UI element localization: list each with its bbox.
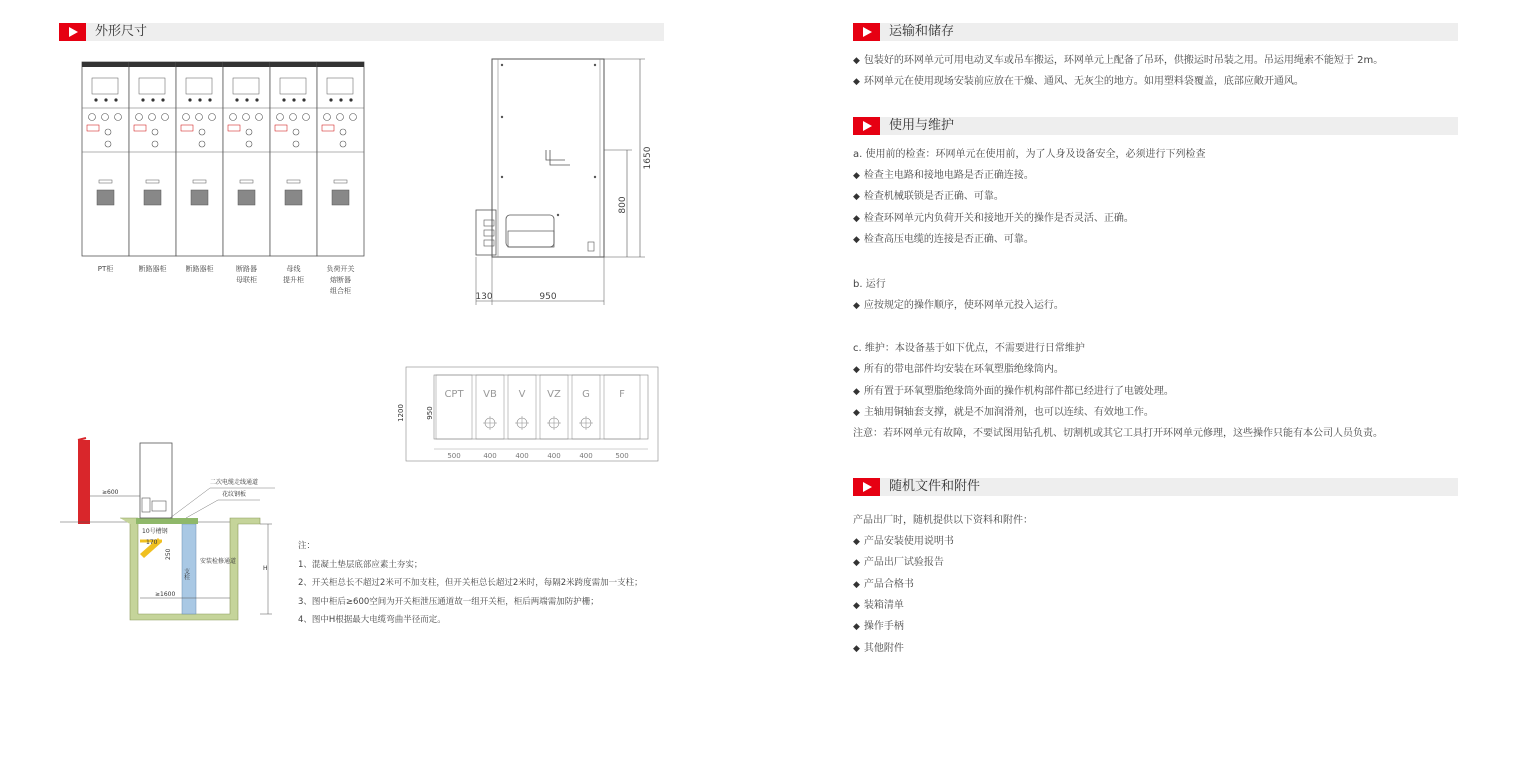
note-item: 4、图中H根据最大电缆弯曲半径而定。 <box>298 615 446 625</box>
bullet-item: ◆ 检查主电路和接地电路是否正确连接。 <box>853 170 1034 181</box>
section-header-usage <box>853 117 1458 135</box>
plan-cell-label: VB <box>483 389 497 400</box>
diamond-bullet-icon: ◆ <box>853 171 860 181</box>
diamond-bullet-icon: ◆ <box>853 643 860 654</box>
diamond-bullet-icon: ◆ <box>853 537 860 547</box>
bullet-item: ◆ 产品出厂试验报告 <box>853 557 944 569</box>
section-header-transport <box>853 23 1458 41</box>
diamond-bullet-icon: ◆ <box>853 56 860 66</box>
dim-1200: 1200 <box>397 404 405 422</box>
diamond-bullet-icon: ◆ <box>853 622 860 633</box>
bullet-item: ◆ 环网单元在使用现场安装前应放在干燥、通风、无灰尘的地方。如用塑料袋覆盖，底部应敞开通风。 <box>853 76 1304 87</box>
section-header-docs <box>853 478 1458 496</box>
label-cable-channel: 二次电缆走线通道 <box>210 479 259 486</box>
note-item: 2、开关柜总长不超过2米可不加支柱，但开关柜总长超过2米时，每隔2米跨度需加一支柱； <box>298 578 643 588</box>
label-column: 支柱 <box>182 568 190 580</box>
bullet-item: ◆ 操作手柄 <box>853 621 904 633</box>
label-clearance: ≥600 <box>102 489 119 496</box>
cabinet-label: PT柜 <box>97 265 114 273</box>
label-steel-plate: 花纹钢板 <box>222 491 247 498</box>
notes-block <box>298 537 643 630</box>
label-250: 250 <box>165 548 172 560</box>
bullet-item: ◆ 产品合格书 <box>853 578 914 590</box>
side-view-drawing <box>470 55 660 310</box>
cabinet-label: 母线 提升柜 <box>283 265 304 284</box>
diamond-bullet-icon: ◆ <box>853 365 860 375</box>
bullet-item: ◆ 检查机械联锁是否正确、可靠。 <box>853 191 1004 203</box>
notes-title: 注： <box>298 541 316 551</box>
plan-width-label: 500 <box>447 452 461 460</box>
diamond-bullet-icon: ◆ <box>853 301 860 311</box>
dim-950: 950 <box>539 292 557 302</box>
play-icon <box>853 117 880 135</box>
diamond-bullet-icon: ◆ <box>853 213 860 224</box>
plan-cell-label: VZ <box>547 389 561 400</box>
cabinet-label: 断路器柜 <box>138 265 167 273</box>
label-170: 170 <box>146 539 158 546</box>
plan-cell-label: V <box>518 389 526 400</box>
plan-cell <box>604 375 640 439</box>
cabinet-unit <box>129 62 176 256</box>
text-line: a. 使用前的检查：环网单元在使用前，为了人身及设备安全，必须进行下列检查 <box>853 149 1206 160</box>
plan-width-label: 400 <box>547 452 561 460</box>
bullet-item: ◆ 主轴用铜轴套支撑，就是不加润滑剂，也可以连续、有效地工作。 <box>853 407 1154 418</box>
text-line: b. 运行 <box>853 279 886 290</box>
note-item: 1、混凝土垫层底部应素土夯实； <box>298 559 423 570</box>
dim-130: 130 <box>475 292 493 302</box>
diamond-bullet-icon: ◆ <box>853 234 860 245</box>
dim-1650: 1650 <box>643 146 653 170</box>
label-steel-channel: 10号槽钢 <box>142 528 168 535</box>
play-icon <box>853 23 880 41</box>
diamond-bullet-icon: ◆ <box>853 558 860 569</box>
label-width: ≥1600 <box>155 591 176 598</box>
bullet-item: ◆ 包装好的环网单元可用电动叉车或吊车搬运，环网单元上配备了吊环，供搬运时吊装之用。吊运用绳索不能短于 2m。 <box>853 55 1384 66</box>
plan-width-label: 400 <box>483 452 497 460</box>
bullet-item: ◆ 装箱清单 <box>853 599 904 611</box>
cabinet-label: 负荷开关 熔断器 组合柜 <box>326 265 355 295</box>
trench-section-drawing <box>60 438 290 628</box>
dim-800: 800 <box>618 196 628 214</box>
diamond-bullet-icon: ◆ <box>853 408 860 418</box>
text-line: 产品出厂时，随机提供以下资料和附件： <box>853 515 1033 526</box>
plan-view-drawing <box>397 365 662 465</box>
cabinet-label: 断路器 母联柜 <box>236 265 257 284</box>
text-line: c. 维护：本设备基于如下优点，不需要进行日常维护 <box>853 343 1085 354</box>
section-header-dimensions <box>59 23 664 41</box>
cabinet-unit <box>223 62 270 256</box>
section-title: 外形尺寸 <box>95 24 148 39</box>
label-passage: 安装检修通道 <box>200 558 237 565</box>
plan-width-label: 500 <box>615 452 629 460</box>
section-title: 随机文件和附件 <box>889 479 981 494</box>
note-item: 3、图中柜后≥600空间为开关柜泄压通道故一组开关柜，柜后两端需加防护栅； <box>298 596 599 607</box>
play-icon <box>853 478 880 496</box>
section-title: 运输和储存 <box>889 24 955 39</box>
diamond-bullet-icon: ◆ <box>853 192 860 203</box>
diamond-bullet-icon: ◆ <box>853 386 860 397</box>
diamond-bullet-icon: ◆ <box>853 77 860 87</box>
bullet-item: ◆ 检查环网单元内负荷开关和接地开关的操作是否灵活、正确。 <box>853 212 1134 224</box>
cabinet-unit <box>82 62 129 256</box>
label-h: H <box>263 565 268 572</box>
cabinet-label: 断路器柜 <box>185 265 214 273</box>
bullet-item: ◆ 应按规定的操作顺序，使环网单元投入运行。 <box>853 300 1064 311</box>
plan-cell-label: F <box>619 389 625 400</box>
bullet-item: ◆ 所有的带电部件均安装在环氧塑脂绝缘筒内。 <box>853 364 1064 375</box>
cabinet-unit <box>317 62 364 256</box>
cabinet-unit <box>176 62 223 256</box>
play-icon <box>59 23 86 41</box>
dim-950-plan: 950 <box>426 406 434 420</box>
bullet-item: ◆ 产品安装使用说明书 <box>853 536 954 547</box>
plan-width-label: 400 <box>579 452 593 460</box>
section-title: 使用与维护 <box>889 118 955 133</box>
diamond-bullet-icon: ◆ <box>853 600 860 611</box>
cabinet-unit <box>270 62 317 256</box>
diamond-bullet-icon: ◆ <box>853 579 860 590</box>
bullet-item: ◆ 其他附件 <box>853 642 904 654</box>
plan-cell-label: G <box>582 389 590 400</box>
cabinet-front-view <box>80 60 392 260</box>
bullet-item: ◆ 所有置于环氧塑脂绝缘筒外面的操作机构部件都已经进行了电镀处理。 <box>853 385 1174 397</box>
plan-cell <box>436 375 472 439</box>
plan-width-label: 400 <box>515 452 529 460</box>
bullet-item: ◆ 检查高压电缆的连接是否正确、可靠。 <box>853 233 1034 245</box>
text-line: 注意：若环网单元有故障，不要试图用钻孔机、切割机或其它工具打开环网单元修理，这些操作只能有本公司人员负责。 <box>853 428 1383 439</box>
plan-cell-label: CPT <box>444 389 464 400</box>
